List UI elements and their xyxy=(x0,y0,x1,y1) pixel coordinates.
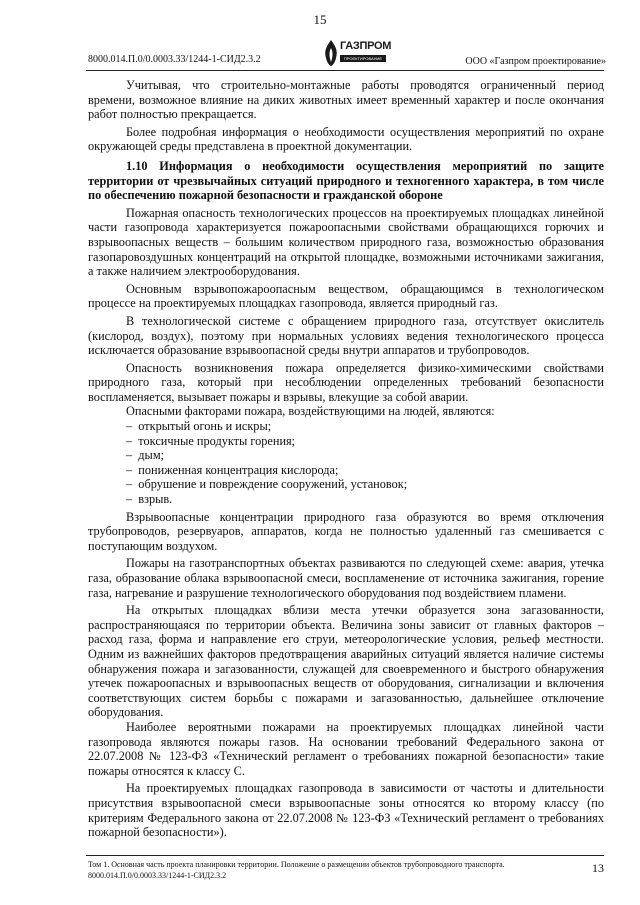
header-divider xyxy=(86,70,604,71)
paragraph: Более подробная информация о необходимости осуществления мероприятий по охране окружающей среды представлена в проектной документации. xyxy=(88,124,604,154)
paragraph: На открытых площадках вблизи места утечки образуется зона загазованности, распространяющаяся по территории объекта. Величина зоны зависит от главных факторов – расход газа, форма и направление его струи, метеорологические условия, рельеф местности. Одним из важнейших факторов предотвращения аварийных ситуаций является наличие системы обнаружения пожара и загазованности, служащей для своевременного и быстрого обнаружения утечек пожароопасных и взрывоопасных веществ от оборудования, сигнализации и включения соответствующих систем борьбы с пожарами и загазованностью, дальнейшее отключение оборудования. xyxy=(88,603,604,720)
list-item: – взрыв. xyxy=(126,492,604,507)
paragraph: В технологической системе с обращением природного газа, отсутствует окислитель (кислород, воздух), поэтому при нормальных условиях ведения технологического процесса исключается образование взрывоопасной среды внутри аппаратов и трубопроводов. xyxy=(88,313,604,358)
paragraph: Наиболее вероятными пожарами на проектируемых площадках линейной части газопровода являются пожары газов. На основании требований Федерального закона от 22.07.2008 № 123-ФЗ «Технический регламент о требованиях пожарной безопасности» такие пожары относятся к классу С. xyxy=(88,719,604,778)
list-item: – пониженная концентрация кислорода; xyxy=(126,463,604,478)
hazard-list xyxy=(88,419,604,507)
paragraph: Опасными факторами пожара, воздействующими на людей, являются: xyxy=(126,404,495,419)
logo-subtitle: ПРОЕКТИРОВАНИЕ xyxy=(343,56,383,61)
document-body xyxy=(88,78,604,840)
paragraph: Опасность возникновения пожара определяется физико-химическими свойствами природного газа, который при несоблюдении определенных требований безопасности воспламеняется, вызывает пожары и взрывы, влекущие за собой аварии. xyxy=(88,360,604,404)
paragraph: Основным взрывопожароопасным веществом, обращающимся в технологическом процессе на проектируемых площадках газопровода, является природный газ. xyxy=(88,281,604,311)
footer-doc-code: 8000.014.П.0/0.0003.33/1244-1-СИД2.3.2 xyxy=(88,871,227,880)
list-item: – дым; xyxy=(126,448,604,463)
paragraph: Взрывоопасные концентрации природного газа образуются во время отключения трубопроводов, резервуаров, аппаратов, когда не полностью удаленный газ смешивается с поступающим воздухом. xyxy=(88,509,604,553)
section-heading: 1.10 Информация о необходимости осуществления мероприятий по защите территории от чрезвычайных ситуаций природного и техногенного характера, в том числе по обеспечению пожарной безопасности и гражданской обороне xyxy=(88,158,604,203)
paragraph: На проектируемых площадках газопровода в зависимости от частоты и длительности присутствия взрывоопасной смеси взрывоопасные зоны относятся ко второму классу (по критериям Федерального закона от 22.07.2008 № 123-ФЗ «Технический регламент о требованиях пожарной безопасности»). xyxy=(88,781,604,840)
list-item: – открытый огонь и искры; xyxy=(126,419,604,434)
logo-wordmark: ГАЗПРОМ xyxy=(340,40,392,52)
paragraph: Пожарная опасность технологических процессов на проектируемых площадках линейной части газопровода характеризуется пожароопасными свойствами обращающихся горючих и взрывоопасных веществ – большим количеством природного газа, возможностью образования газопаровоздушных концентраций на открытой площадке, возможными источниками зажигания, а также наличием электрооборудования. xyxy=(88,205,604,279)
list-item: – токсичные продукты горения; xyxy=(126,434,604,449)
flame-icon xyxy=(322,38,340,68)
company-name: ООО «Газпром проектирование» xyxy=(465,56,606,67)
paragraph: Учитывая, что строительно-монтажные работы проводятся ограниченный период времени, возможное влияние на диких животных имеет временный характер и после окончания работ полностью прекращается. xyxy=(88,78,604,122)
document-code: 8000.014.П.0/0.0003.33/1244-1-СИД2.3.2 xyxy=(88,54,261,65)
footer-divider xyxy=(86,855,604,856)
paragraph: Пожары на газотранспортных объектах развиваются по следующей схеме: авария, утечка газа, образование облака взрывоопасной смеси, воспламенение от источника зажигания, горение газа, нагревание и разрушение технологического оборудования под воздействием пламени. xyxy=(88,556,604,600)
page-number: 15 xyxy=(313,12,327,27)
logo-subtitle-bar xyxy=(340,55,386,62)
list-item: – обрушение и повреждение сооружений, установок; xyxy=(126,477,604,492)
gazprom-logo xyxy=(322,38,392,72)
sheet-number: 13 xyxy=(592,861,604,875)
footer-volume-title: Том 1. Основная часть проекта планировки территории. Положение о размещении объектов трубопроводного транспорта. xyxy=(88,860,505,869)
